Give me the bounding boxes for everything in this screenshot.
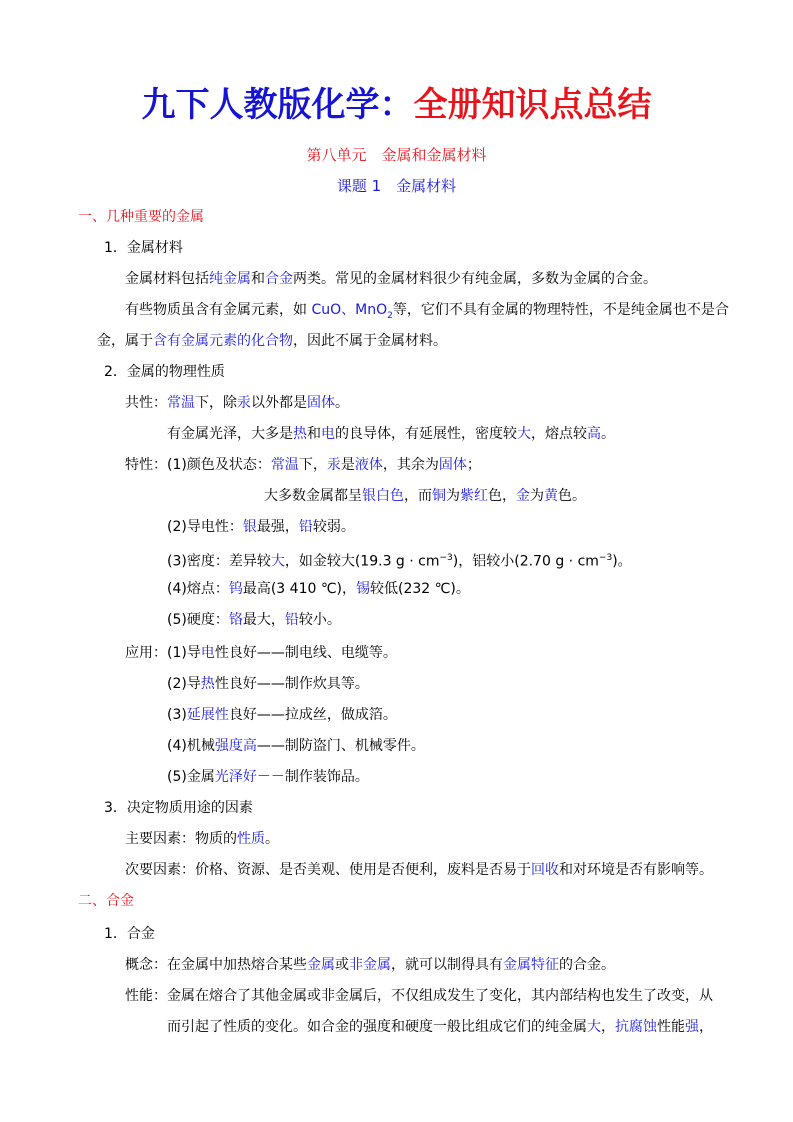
subheading-metal-materials: 1．金属材料: [104, 240, 183, 256]
alloy-performance-line-2: 而引起了性质的变化。如合金的强度和硬度一般比组成它们的纯金属大，抗腐蚀性能强，: [167, 1019, 713, 1035]
subheading-use-factors: 3．决定物质用途的因素: [104, 800, 253, 816]
common-property-line-1: 共性：常温下，除汞以外都是固体。: [125, 395, 349, 411]
special-property-hardness: (5)硬度：铬最大，铅较小。: [167, 612, 341, 628]
application-strength: (4)机械强度高——制防盗门、机械零件。: [167, 738, 425, 754]
title-part-1: 九下人教版化学：: [141, 85, 414, 125]
subheading-physical-properties: 2．金属的物理性质: [104, 364, 225, 380]
primary-factor: 主要因素：物质的性质。: [125, 831, 279, 847]
secondary-factor: 次要因素：价格、资源、是否美观、使用是否便利，废料是否易于回收和对环境是否有影响等。: [125, 862, 713, 878]
subheading-alloy: 1．合金: [104, 926, 155, 942]
page-title: [0, 82, 793, 128]
special-property-density: (3)密度：差异较大，如金较大(19.3 $g \cdot cm^{-3}$)，铝较小(2.70 $g \cdot cm^{-3}$)。: [167, 553, 632, 570]
paragraph-compounds-line-1: 有些物质虽含有金属元素，如 CuO、MnO$_2$等，它们不具有金属的物理特性，不是纯金属也不是合: [125, 302, 729, 321]
common-property-line-2: 有金属光泽，大多是热和电的良导体，有延展性，密度较大，熔点较高。: [167, 426, 615, 442]
application-ductility: (3)延展性良好——拉成丝，做成箔。: [167, 707, 397, 723]
application-heat: (2)导热性良好——制作炊具等。: [167, 676, 369, 692]
application-luster: (5)金属光泽好－－制作装饰品。: [167, 769, 369, 785]
section-heading-2: 二、合金: [78, 893, 134, 909]
section-heading-1: 一、几种重要的金属: [78, 209, 204, 225]
special-property-color-2: 大多数金属都呈银白色，而铜为紫红色，金为黄色。: [264, 488, 586, 504]
application-electric: 应用：(1)导电性良好——制电线、电缆等。: [125, 645, 397, 661]
alloy-performance-line-1: 性能：金属在熔合了其他金属或非金属后，不仅组成发生了变化，其内部结构也发生了改变，从: [125, 988, 713, 1004]
special-property-color: 特性：(1)颜色及状态：常温下，汞是液体，其余为固体；: [125, 457, 481, 473]
special-property-melting-point: (4)熔点：钨最高(3 410 ℃)，锡较低(232 ℃)。: [167, 581, 470, 597]
paragraph-metal-materials: 金属材料包括纯金属和合金两类。常见的金属材料很少有纯金属，多数为金属的合金。: [125, 271, 657, 287]
paragraph-compounds-line-2: 金，属于含有金属元素的化合物，因此不属于金属材料。: [97, 333, 447, 349]
special-property-conductivity: (2)导电性：银最强，铅较弱。: [167, 519, 355, 535]
unit-heading: 第八单元 金属和金属材料: [306, 146, 487, 164]
lesson-heading: 课题 1 金属材料: [336, 177, 457, 195]
alloy-concept: 概念：在金属中加热熔合某些金属或非金属，就可以制得具有金属特征的合金。: [125, 957, 615, 973]
title-part-2: 全册知识点总结: [413, 85, 652, 125]
